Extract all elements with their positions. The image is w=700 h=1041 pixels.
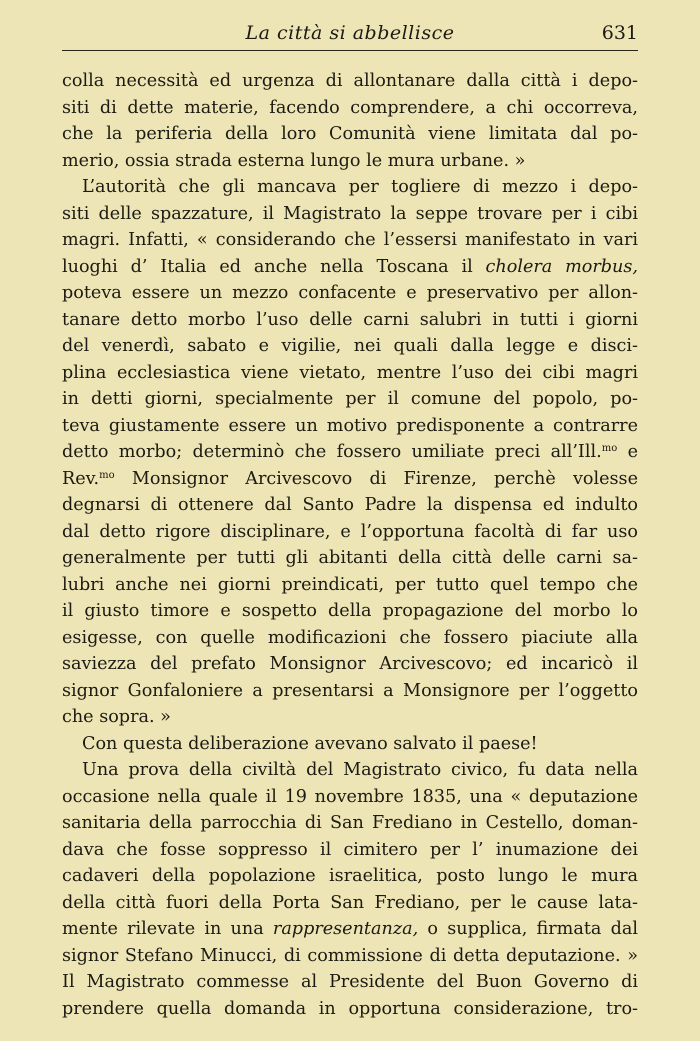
text-line: che sopra. »: [62, 707, 171, 727]
page-header: [62, 20, 638, 51]
text-line: Con questa deliberazione avevano salvato il paese!: [82, 733, 538, 754]
text-line: luoghi d’ Italia ed anche nella Toscana il cholera morbus,: [62, 256, 638, 277]
text-line: L’autorità che gli mancava per togliere di mezzo i depo-: [82, 177, 638, 197]
text-line: degnarsi di ottenere dal Santo Padre la dispensa ed indulto: [62, 495, 638, 515]
text-line: esigesse, con quelle modificazioni che fossero piaciute alla: [62, 627, 638, 648]
text-line: dava che fosse soppresso il cimitero per l’ inumazione dei: [62, 839, 638, 860]
text-line: prendere quella domanda in opportuna considerazione, tro-: [62, 998, 638, 1019]
running-title: La città si abbellisce: [245, 22, 455, 44]
text-line: siti di dette materie, facendo comprendere, a chi occorreva,: [62, 97, 638, 118]
text-line: Il Magistrato commesse al Presidente del Buon Governo di: [62, 972, 638, 992]
text-line: cadaveri della popolazione israelitica, posto lungo le mura: [62, 866, 638, 886]
text-line: lubri anche nei giorni preindicati, per tutto quel tempo che: [62, 574, 638, 595]
italic-term: cholera morbus,: [485, 256, 638, 277]
page-number: 631: [601, 22, 638, 44]
text-line: merio, ossia strada esterna lungo le mura urbane. »: [62, 150, 526, 171]
text-line: della città fuori della Porta San Frediano, per le cause lata-: [62, 892, 638, 913]
text-line: il giusto timore e sospetto della propagazione del morbo lo: [62, 601, 638, 621]
text-line: magri. Infatti, « considerando che l’essersi manifestato in vari: [62, 230, 638, 250]
text-line: colla necessità ed urgenza di allontanare dalla città i depo-: [62, 71, 638, 91]
text-line: Una prova della civiltà del Magistrato civico, fu data nella: [82, 760, 638, 780]
text-line: tanare detto morbo l’uso delle carni salubri in tutti i giorni: [62, 309, 638, 330]
text-line: signor Stefano Minucci, di commissione di detta deputazione. »: [62, 945, 638, 966]
text-line: plina ecclesiastica viene vietato, mentre l’uso dei cibi magri: [62, 362, 638, 383]
text-line: del venerdì, sabato e vigilie, nei quali dalla legge e disci-: [62, 336, 638, 356]
text-line: che la periferia della loro Comunità viene limitata dal po-: [62, 124, 638, 144]
text-line: saviezza del prefato Monsignor Arcivescovo; ed incaricò il: [62, 654, 638, 674]
text-line: poteva essere un mezzo confacente e preservativo per allon-: [62, 283, 638, 303]
text-line: signor Gonfaloniere a presentarsi a Monsignore per l’oggetto: [62, 680, 638, 701]
text-line: teva giustamente essere un motivo predisponente a contrarre: [62, 415, 638, 436]
text-line: dal detto rigore disciplinare, e l’opportuna facoltà di far uso: [62, 521, 638, 542]
text-line: generalmente per tutti gli abitanti della città delle carni sa-: [62, 548, 638, 568]
text-line: detto morbo; determinò che fossero umiliate preci all’Ill.$^{mo}$ e: [62, 442, 638, 462]
text-line: occasione nella quale il 19 novembre 1835, una « deputazione: [62, 786, 638, 807]
text-line: siti delle spazzature, il Magistrato la seppe trovare per i cibi: [62, 203, 638, 224]
italic-term: rappresentanza,: [272, 919, 419, 939]
text-line: in detti giorni, specialmente per il comune del popolo, po-: [62, 389, 638, 409]
text-line: Rev.$^{mo}$ Monsignor Arcivescovo di Firenze, perchè volesse: [62, 468, 638, 489]
text-line: mente rilevate in una rappresentanza, o supplica, firmata dal: [62, 919, 638, 939]
body-text: [62, 68, 638, 1022]
text-line: sanitaria della parrocchia di San Frediano in Cestello, doman-: [62, 813, 638, 833]
